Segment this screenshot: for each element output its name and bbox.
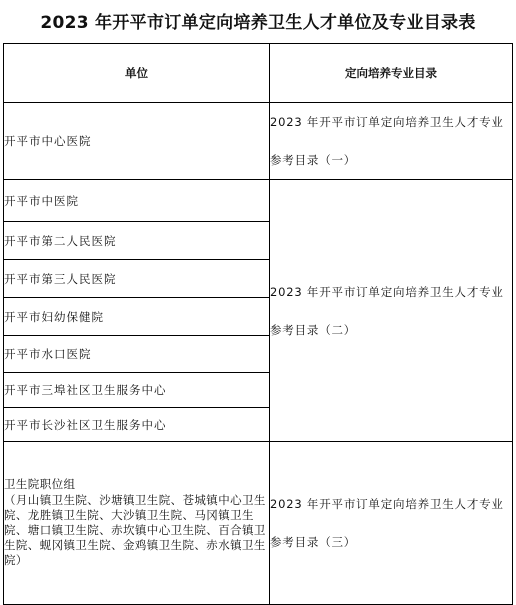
unit-cell: 开平市水口医院 — [4, 336, 270, 373]
unit-cell: 开平市中医院 — [4, 180, 270, 222]
column-header-catalog: 定向培养专业目录 — [270, 44, 513, 103]
catalog-cell: 2023 年开平市订单定向培养卫生人才专业参考目录（三） — [270, 442, 513, 605]
unit-cell: 开平市长沙社区卫生服务中心 — [4, 408, 270, 442]
table-row — [4, 442, 513, 605]
table-row — [4, 103, 513, 180]
unit-cell: 开平市第二人民医院 — [4, 222, 270, 260]
unit-cell: 开平市中心医院 — [4, 103, 270, 180]
group-detail: （月山镇卫生院、沙塘镇卫生院、苍城镇中心卫生院、龙胜镇卫生院、大沙镇卫生院、马冈镇卫生院、塘口镇卫生院、赤坎镇中心卫生院、百合镇卫生院、蚬冈镇卫生院、金鸡镇卫生院、赤水镇卫生院） — [4, 492, 266, 568]
group-label: 卫生院职位组 — [4, 477, 76, 492]
unit-catalog-table — [3, 43, 513, 605]
unit-cell: 开平市三埠社区卫生服务中心 — [4, 373, 270, 408]
catalog-cell: 2023 年开平市订单定向培养卫生人才专业参考目录（二） — [270, 180, 513, 442]
unit-group-cell — [4, 442, 270, 605]
table-header-row — [4, 44, 513, 103]
unit-cell: 开平市第三人民医院 — [4, 260, 270, 298]
unit-cell: 开平市妇幼保健院 — [4, 298, 270, 336]
column-header-unit: 单位 — [4, 44, 270, 103]
catalog-cell: 2023 年开平市订单定向培养卫生人才专业参考目录（一） — [270, 103, 513, 180]
page-title: 2023 年开平市订单定向培养卫生人才单位及专业目录表 — [40, 13, 476, 33]
table-row — [4, 180, 513, 222]
